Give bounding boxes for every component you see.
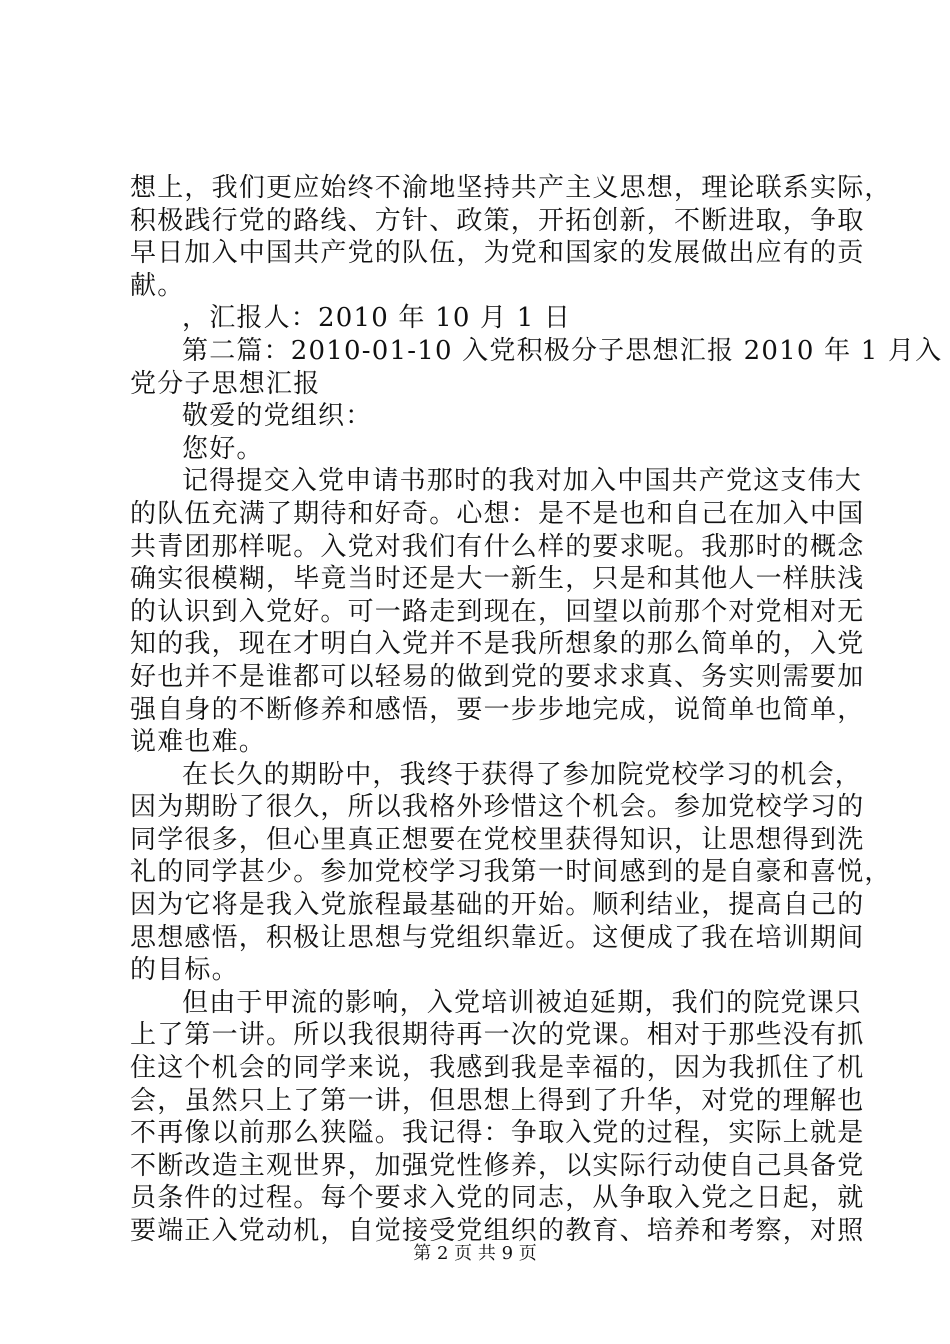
text-line: 同学很多，但心里真正想要在党校里获得知识，让思想得到洗 — [130, 824, 865, 855]
text-line: 的认识到入党好。可一路走到现在，回望以前那个对党相对无 — [130, 596, 865, 627]
text-line: 的目标。 — [130, 955, 239, 986]
text-line: 会，虽然只上了第一讲，但思想上得到了升华，对党的理解也 — [130, 1085, 865, 1116]
text-line: 党分子思想汇报 — [130, 368, 321, 399]
text-line: 您好。 — [182, 433, 264, 464]
text-line: 但由于甲流的影响，入党培训被迫延期，我们的院党课只 — [182, 987, 863, 1018]
text-line: 好也并不是谁都可以轻易的做到党的要求求真、务实则需要加 — [130, 661, 865, 692]
text-line: ，汇报人：2010 年 10 月 1 日 — [182, 303, 572, 334]
text-line: 因为期盼了很久，所以我格外珍惜这个机会。参加党校学习的 — [130, 792, 865, 823]
text-line: 知的我，现在才明白入党并不是我所想象的那么简单的，入党 — [130, 629, 865, 660]
text-line: 第二篇：2010-01-10 入党积极分子思想汇报 2010 年 1 月入 — [182, 335, 943, 366]
text-line: 礼的同学甚少。参加党校学习我第一时间感到的是自豪和喜悦， — [130, 857, 892, 888]
text-line: 强自身的不断修养和感悟，要一步步地完成，说简单也简单， — [130, 694, 865, 725]
text-line: 思想感悟，积极让思想与党组织靠近。这便成了我在培训期间 — [130, 922, 865, 953]
text-line: 要端正入党动机，自觉接受党组织的教育、培养和考察，对照 — [130, 1216, 865, 1246]
text-line: 记得提交入党申请书那时的我对加入中国共产党这支伟大 — [182, 466, 863, 497]
document-body — [130, 172, 943, 1248]
text-line: 确实很模糊，毕竟当时还是大一新生，只是和其他人一样肤浅 — [130, 564, 865, 595]
text-line: 在长久的期盼中，我终于获得了参加院党校学习的机会， — [182, 759, 863, 790]
text-line: 不断改造主观世界，加强党性修养，以实际行动使自己具备党 — [130, 1150, 865, 1181]
text-line: 因为它将是我入党旅程最基础的开始。顺利结业，提高自己的 — [130, 890, 865, 921]
text-line: 积极践行党的路线、方针、政策，开拓创新，不断进取，争取 — [130, 205, 865, 236]
text-line: 说难也难。 — [130, 727, 267, 758]
text-line: 想上，我们更应始终不渝地坚持共产主义思想，理论联系实际， — [130, 173, 892, 203]
text-line: 献。 — [130, 270, 185, 301]
text-line: 员条件的过程。每个要求入党的同志，从争取入党之日起，就 — [130, 1183, 865, 1214]
text-line: 早日加入中国共产党的队伍，为党和国家的发展做出应有的贡 — [130, 238, 865, 269]
text-line: 不再像以前那么狭隘。我记得：争取入党的过程，实际上就是 — [130, 1118, 865, 1149]
text-line: 的队伍充满了期待和好奇。心想：是不是也和自己在加入中国 — [130, 498, 865, 529]
page-footer: 第 2 页 共 9 页 — [413, 1243, 537, 1264]
text-line: 住这个机会的同学来说，我感到我是幸福的，因为我抓住了机 — [130, 1053, 865, 1084]
text-line: 敬爱的党组织： — [182, 401, 373, 432]
text-line: 上了第一讲。所以我很期待再一次的党课。相对于那些没有抓 — [130, 1020, 865, 1051]
text-line: 共青团那样呢。入党对我们有什么样的要求呢。我那时的概念 — [130, 531, 865, 562]
